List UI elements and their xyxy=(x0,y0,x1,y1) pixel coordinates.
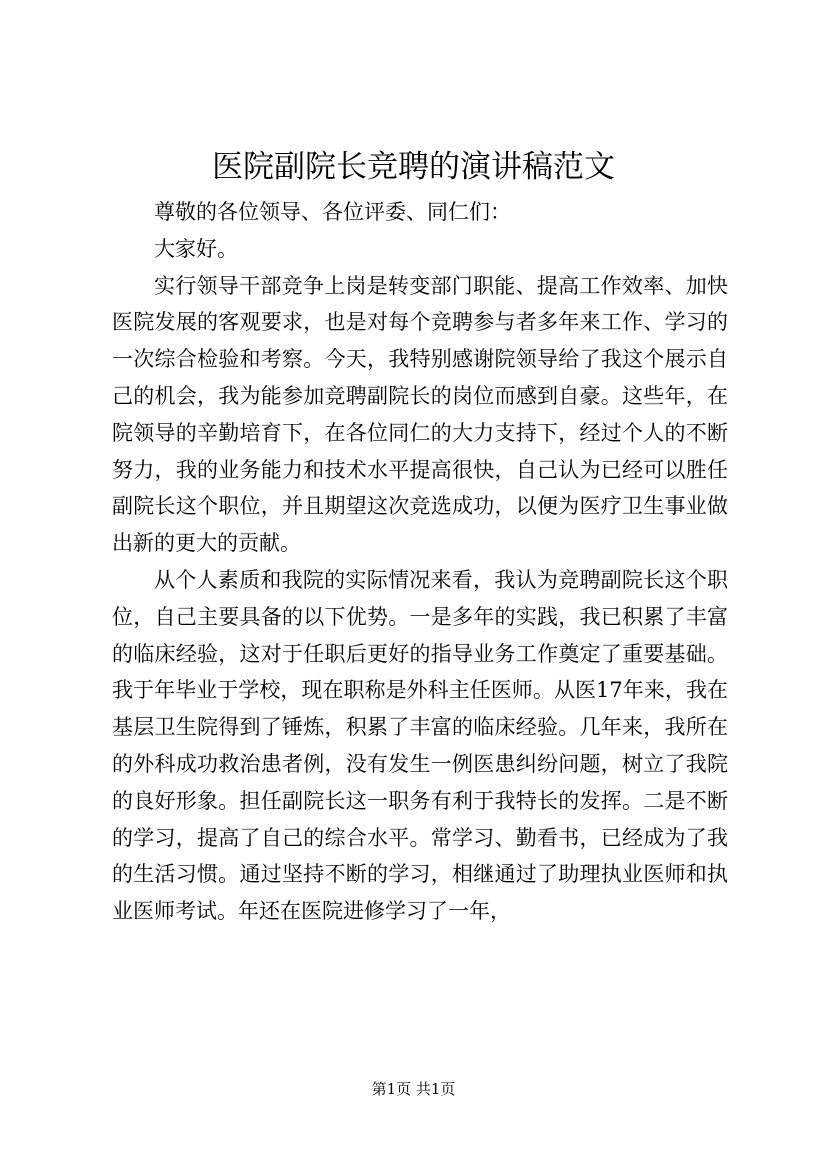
greeting-paragraph: 大家好。 xyxy=(154,236,238,261)
document-title: 医院副院长竞聘的演讲稿范文 xyxy=(212,149,615,185)
salutation-paragraph: 尊敬的各位领导、各位评委、同仁们： xyxy=(154,200,511,224)
body-paragraph-advantages: 从个人素质和我院的实际情况来看，我认为竞聘副院长这个职位，自己主要具备的以下优势。一是多年的实践，我已积累了丰富的临床经验，这对于任职后更好的指导业务工作奠定了重要基础。我于年毕业于学校，现在职称是外科主任医师。从医17年来，我在基层卫生院得到了锤炼，积累了丰富的临床经验。几年来，我所在的外科成功救治患者例，没有发生一例医患纠纷问题，树立了我院的良好形象。担任副院长这一职务有利于我特长的发挥。二是不断的学习，提高了自己的综合水平。常学习、勤看书，已经成为了我的生活习惯。通过坚持不断的学习，相继通过了助理执业医师和执业医师考试。年还在医院进修学习了一年， xyxy=(112,567,728,924)
page-number-footer: 第1页 共1页 xyxy=(371,1080,456,1098)
document-body xyxy=(112,194,728,930)
body-paragraph-intro: 实行领导干部竞争上岗是转变部门职能、提高工作效率、加快医院发展的客观要求，也是对每个竞聘参与者多年来工作、学习的一次综合检验和考察。今天，我特别感谢院领导给了我这个展示自己的机会，我为能参加竞聘副院长的岗位而感到自豪。这些年，在院领导的辛勤培育下，在各位同仁的大力支持下，经过个人的不断努力，我的业务能力和技术水平提高很快，自己认为已经可以胜任副院长这个职位，并且期望这次竞选成功，以便为医疗卫生事业做出新的更大的贡献。 xyxy=(112,273,728,556)
